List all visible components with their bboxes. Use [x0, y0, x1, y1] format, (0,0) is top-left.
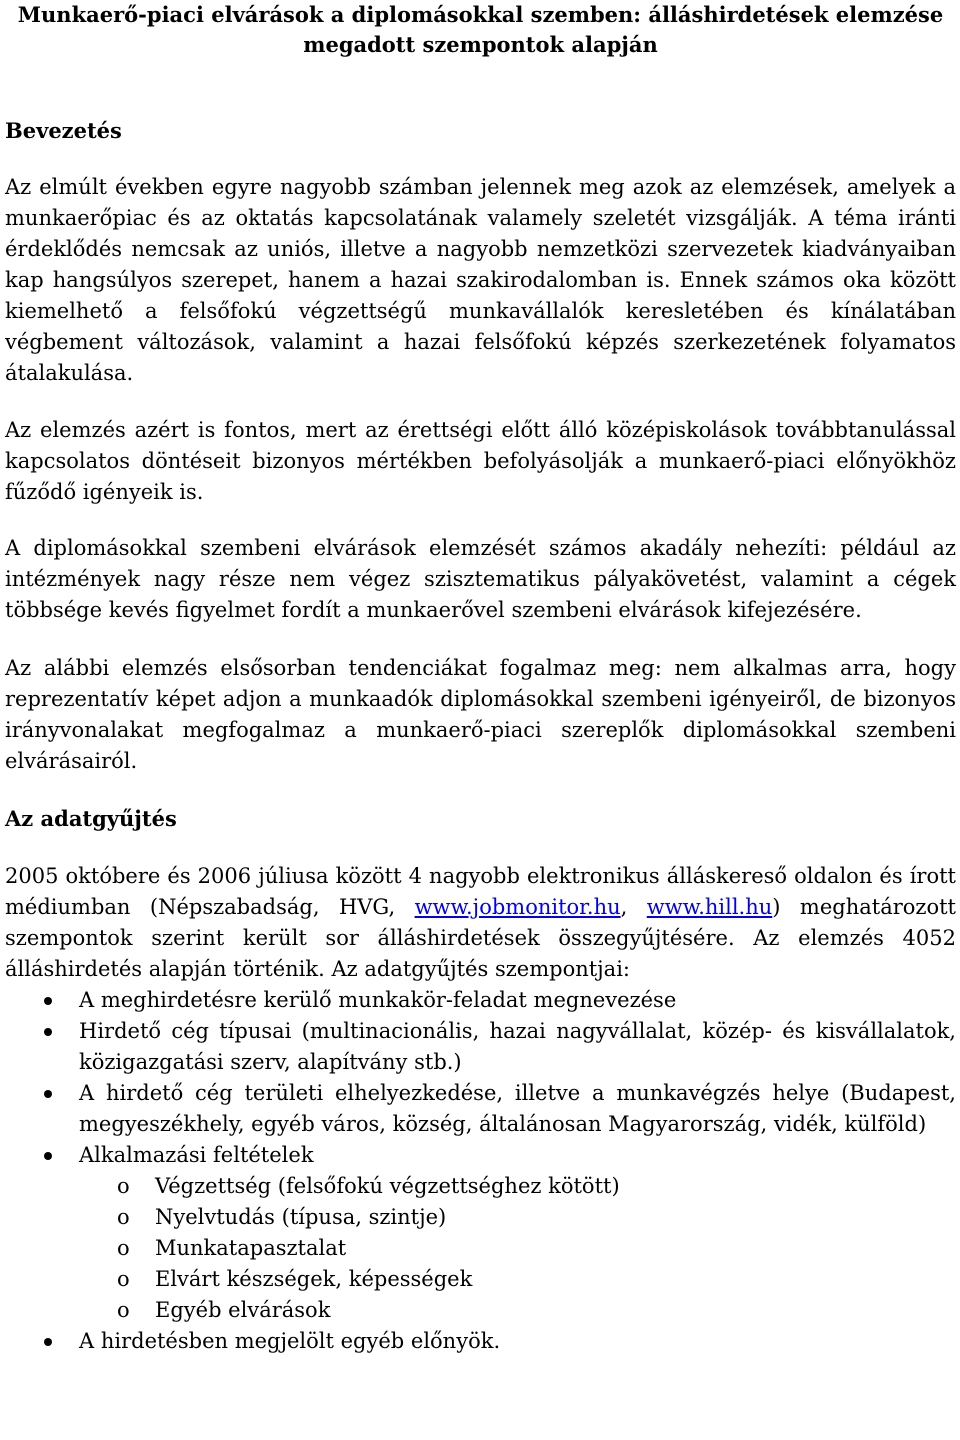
- criteria-item: [5, 1140, 956, 1326]
- criteria-list: [5, 985, 956, 1357]
- bullet-dot-icon: [44, 1090, 52, 1098]
- bullet-dot-icon: [44, 1028, 52, 1036]
- circle-bullet-icon: o: [117, 1174, 130, 1198]
- circle-bullet-icon: o: [117, 1236, 130, 1260]
- sub-criteria-item-text: Munkatapasztalat: [155, 1236, 347, 1260]
- criteria-item: [5, 1326, 956, 1357]
- paragraph-text-part-2: ) meghatározott szempontok szerint került sor álláshirdetések összegyűjtésére. Az elemzés 4052 álláshirdetés alapján történik. Az adatgyűjtés szempontjai:: [5, 895, 956, 981]
- intro-paragraph-2: Az elemzés azért is fontos, mert az érettségi előtt álló középiskolások továbbtanulással kapcsolatos döntéseit bizonyos mértékben befolyásolják a munkaerő-piaci előnyökhöz fűződő igényeik is.: [5, 418, 956, 504]
- criteria-item: [5, 985, 956, 1016]
- document-title-line-2: megadott szempontok alapján: [303, 32, 658, 57]
- sub-criteria-item: [79, 1295, 956, 1326]
- data-collection-paragraph: [5, 861, 956, 985]
- sub-criteria-item-text: Egyéb elvárások: [155, 1298, 331, 1322]
- criteria-item-text: A meghirdetésre kerülő munkakör-feladat megnevezése: [79, 988, 677, 1012]
- sub-criteria-item: [79, 1264, 956, 1295]
- criteria-item-text: Alkalmazási feltételek: [79, 1143, 314, 1167]
- circle-bullet-icon: o: [117, 1298, 130, 1322]
- employment-conditions-sublist: [79, 1171, 956, 1326]
- document-title-line-1: Munkaerő-piaci elvárások a diplomásokkal szemben: álláshirdetések elemzése: [17, 2, 944, 27]
- bullet-dot-icon: [44, 997, 52, 1005]
- criteria-item: [5, 1016, 956, 1078]
- sub-criteria-item: [79, 1233, 956, 1264]
- paragraph-text-part-1: 2005 októbere és 2006 júliusa között 4 nagyobb elektronikus álláskereső oldalon és írott médiumban (Népszabadság, HVG,: [5, 864, 956, 919]
- sub-criteria-item-text: Végzettség (felsőfokú végzettséghez kötött): [155, 1174, 620, 1198]
- sub-criteria-item: [79, 1171, 956, 1202]
- hill-link[interactable]: www.hill.hu: [646, 895, 773, 919]
- bullet-dot-icon: [44, 1338, 52, 1346]
- circle-bullet-icon: o: [117, 1205, 130, 1229]
- intro-paragraph-1: Az elmúlt években egyre nagyobb számban jelennek meg azok az elemzések, amelyek a munkaerőpiac és az oktatás kapcsolatának valamely szeletét vizsgálják. A téma iránti érdeklődés nemcsak az uniós, illetve a nagyobb nemzetközi szervezetek kiadványaiban kap hangsúlyos szerepet, hanem a hazai szakirodalomban is. Ennek számos oka között kiemelhető a felsőfokú végzettségű munkavállalók keresletében és kínálatában végbement változások, valamint a hazai felsőfokú képzés szerkezetének folyamatos átalakulása.: [5, 175, 956, 385]
- criteria-item-text: A hirdetésben megjelölt egyéb előnyök.: [79, 1329, 501, 1353]
- intro-paragraph-3: A diplomásokkal szembeni elvárások elemzését számos akadály nehezíti: például az intézmények nagy része nem végez szisztematikus pályakövetést, valamint a cégek többsége kevés figyelmet fordít a munkaerővel szembeni elvárások kifejezésére.: [5, 536, 956, 622]
- bullet-dot-icon: [44, 1152, 52, 1160]
- sub-criteria-item-text: Nyelvtudás (típusa, szintje): [155, 1205, 447, 1229]
- circle-bullet-icon: o: [117, 1267, 130, 1291]
- criteria-item-text: A hirdető cég területi elhelyezkedése, illetve a munkavégzés helye (Budapest, megyeszékhely, egyéb város, község, általánosan Magyarország, vidék, külföld): [79, 1081, 956, 1136]
- sub-criteria-item-text: Elvárt készségek, képességek: [155, 1267, 473, 1291]
- sub-criteria-item: [79, 1202, 956, 1233]
- section-heading-intro: Bevezetés: [5, 118, 122, 143]
- paragraph-text-separator: ,: [620, 895, 647, 919]
- jobmonitor-link[interactable]: www.jobmonitor.hu: [414, 895, 621, 919]
- document-title: [5, 0, 956, 60]
- criteria-item: [5, 1078, 956, 1140]
- criteria-item-text: Hirdető cég típusai (multinacionális, hazai nagyvállalat, közép- és kisvállalatok, közigazgatási szerv, alapítvány stb.): [79, 1019, 956, 1074]
- section-heading-data-collection: Az adatgyűjtés: [5, 806, 177, 831]
- intro-paragraph-4: Az alábbi elemzés elsősorban tendenciákat fogalmaz meg: nem alkalmas arra, hogy reprezentatív képet adjon a munkaadók diplomásokkal szembeni igényeiről, de bizonyos irányvonalakat megfogalmaz a munkaerő-piaci szereplők diplomásokkal szembeni elvárásairól.: [5, 656, 956, 773]
